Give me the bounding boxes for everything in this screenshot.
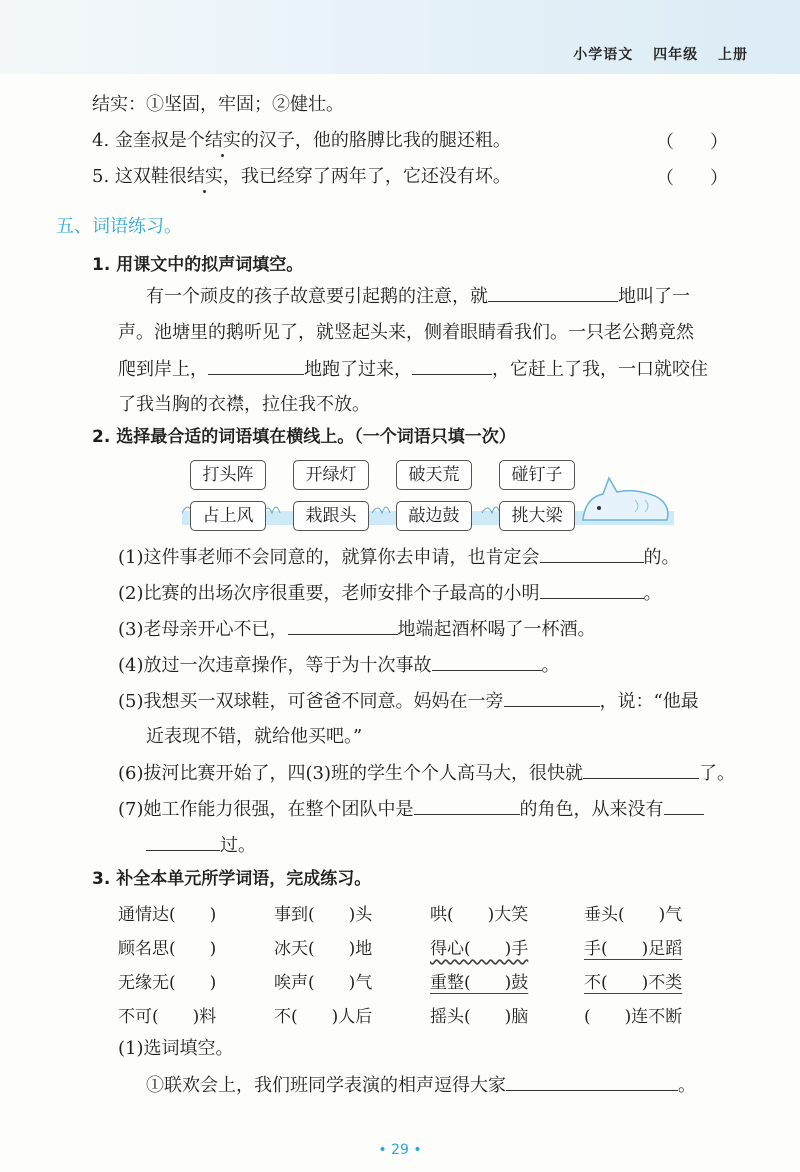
- q1-line-3: 爬到岸上， 地跑了过来， ，它赶上了我，一口就咬住: [118, 356, 708, 383]
- q2-title: 2. 选择最合适的词语填在横线上。（一个词语只填一次）: [92, 427, 516, 447]
- q2-item-7: (7)她工作能力很强，在整个团队中是 的角色，从来没有: [118, 796, 704, 823]
- word-option: 敲边鼓: [396, 501, 472, 531]
- word-option: 碰钉子: [499, 460, 575, 490]
- q2-item-3: (3)老母亲开心不已， 地端起酒杯喝了一杯酒。: [118, 616, 596, 643]
- vocab-item[interactable]: 摇头( )脑: [430, 1007, 529, 1027]
- dotted-word: 结实: [186, 166, 223, 187]
- answer-blank[interactable]: [540, 544, 644, 563]
- q1-line-1: 有一个顽皮的孩子故意要引起鹅的注意，就 地叫了一: [146, 283, 690, 310]
- answer-blank[interactable]: [208, 356, 304, 375]
- answer-paren-5[interactable]: （ ）: [656, 168, 728, 189]
- answer-blank[interactable]: [488, 283, 618, 302]
- vocab-item[interactable]: 顾名思( ): [118, 939, 217, 959]
- header-volume: 上册: [718, 47, 748, 63]
- answer-paren-4[interactable]: （ ）: [656, 132, 728, 153]
- q2-item-1: (1)这件事老师不会同意的，就算你去申请，也肯定会 的。: [118, 544, 680, 571]
- answer-blank[interactable]: [414, 796, 520, 815]
- q3-title: 3. 补全本单元所学词语，完成练习。: [92, 869, 372, 889]
- q2-item-6: (6)拔河比赛开始了，四(3)班的学生个个人高马大，很快就 了。: [118, 760, 735, 787]
- q3-sub1-title: (1)选词填空。: [118, 1038, 234, 1059]
- dotted-word: 结实: [204, 130, 241, 151]
- word-option: 挑大梁: [499, 501, 575, 531]
- q2-item-2: (2)比赛的出场次序很重要，老师安排个子最高的小明 。: [118, 580, 662, 607]
- vocab-item-underlined[interactable]: 手( )足蹈: [584, 939, 683, 959]
- word-option: 开绿灯: [293, 460, 369, 490]
- word-option: 打头阵: [190, 460, 266, 490]
- answer-blank[interactable]: [146, 832, 220, 851]
- vocab-item[interactable]: 哄( )大笑: [430, 905, 529, 925]
- word-option: 栽跟头: [293, 501, 369, 531]
- vocab-item[interactable]: 垂头( )气: [584, 905, 683, 925]
- vocab-item-wavy[interactable]: 得心( )手: [430, 939, 529, 959]
- header-grade: 四年级: [653, 47, 699, 63]
- header-subject: 小学语文: [573, 47, 634, 63]
- vocab-item[interactable]: 事到( )头: [274, 905, 373, 925]
- vocab-item[interactable]: 不( )人后: [274, 1007, 373, 1027]
- judge-item-4: 4. 金奎叔是个结实的汉子，他的胳膊比我的腿还粗。: [92, 130, 511, 151]
- definition-line: 结实：①坚固，牢固；②健壮。: [92, 94, 344, 115]
- answer-blank[interactable]: [664, 796, 704, 815]
- vocab-item[interactable]: 不可( )料: [118, 1007, 217, 1027]
- answer-blank[interactable]: [288, 616, 398, 635]
- q2-item-5: (5)我想买一双球鞋，可爸爸不同意。妈妈在一旁 ，说：“他最: [118, 688, 699, 715]
- q1-line-4: 了我当胸的衣襟，拉住我不放。: [118, 394, 370, 415]
- vocab-item[interactable]: ( )连不断: [584, 1007, 683, 1027]
- vocab-item[interactable]: 冰天( )地: [274, 939, 373, 959]
- vocab-item-underlined[interactable]: 重整( )鼓: [430, 973, 529, 993]
- vocab-item[interactable]: 无缘无( ): [118, 973, 217, 993]
- judge-item-5: 5. 这双鞋很结实，我已经穿了两年了，它还没有坏。: [92, 166, 511, 187]
- page-header: [573, 44, 748, 64]
- q2-item-4: (4)放过一次违章操作，等于为十次事故 。: [118, 652, 560, 679]
- answer-blank[interactable]: [432, 652, 542, 671]
- answer-blank[interactable]: [540, 580, 644, 599]
- q1-line-2: 声。池塘里的鹅听见了，就竖起头来，侧着眼睛看我们。一只老公鹅竟然: [118, 322, 694, 343]
- answer-blank[interactable]: [506, 1072, 678, 1091]
- q2-item-7-cont: 过。: [146, 832, 256, 859]
- answer-blank[interactable]: [583, 760, 699, 779]
- page-number: • 29 •: [378, 1142, 422, 1158]
- vocab-item-underlined[interactable]: 不( )不类: [584, 973, 683, 993]
- cat-illustration-icon: [575, 468, 675, 528]
- vocab-item[interactable]: 通情达( ): [118, 905, 217, 925]
- q2-item-5-cont: 近表现不错，就给他买吧。”: [146, 726, 363, 747]
- word-option: 破天荒: [396, 460, 472, 490]
- q1-title: 1. 用课文中的拟声词填空。: [92, 255, 304, 275]
- section-title: 五、词语练习。: [56, 216, 182, 237]
- answer-blank[interactable]: [412, 356, 492, 375]
- q3-sub1-item: ①联欢会上，我们班同学表演的相声逗得大家 。: [146, 1072, 696, 1099]
- answer-blank[interactable]: [504, 688, 600, 707]
- vocab-item[interactable]: 唉声( )气: [274, 973, 373, 993]
- word-option: 占上风: [190, 501, 266, 531]
